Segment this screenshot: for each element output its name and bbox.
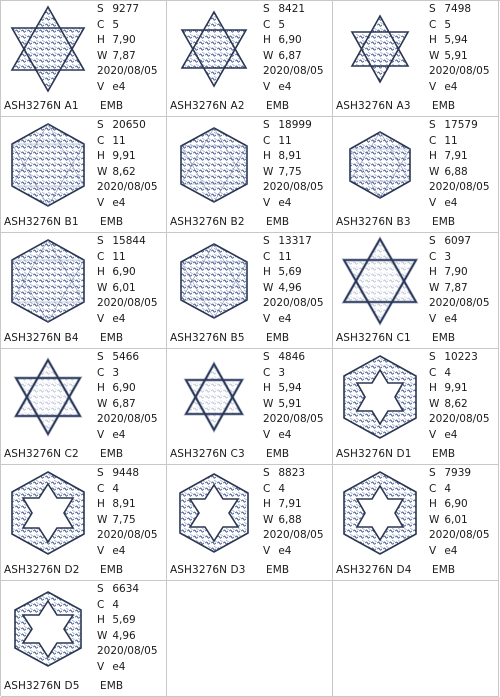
- design-version: e4: [112, 312, 126, 325]
- design-version: e4: [112, 80, 126, 93]
- design-properties: S 20650 C 11 H 9,91 W 8,62 2020/08/05 V e4: [97, 119, 158, 209]
- color-count: 11: [444, 134, 458, 147]
- design-version: e4: [444, 196, 458, 209]
- design-cell-d4[interactable]: [333, 465, 499, 581]
- hexagon-star-cutout-icon: [169, 468, 259, 558]
- empty-cell: [333, 581, 499, 697]
- design-properties: S 8421 C 5 H 6,90 W 6,87 2020/08/05 V e4: [263, 3, 324, 93]
- design-height: 6,90: [278, 34, 302, 47]
- file-format: EMB: [266, 216, 290, 228]
- design-height: 5,69: [278, 266, 302, 279]
- design-version: e4: [278, 428, 292, 441]
- design-cell-b2[interactable]: [167, 117, 333, 233]
- design-name: ASH3276N B5: [170, 332, 245, 344]
- design-date: 2020/08/05: [97, 297, 158, 310]
- design-date: 2020/08/05: [263, 413, 324, 426]
- design-name: ASH3276N D5: [4, 680, 80, 692]
- design-cell-c2[interactable]: [1, 349, 167, 465]
- color-count: 5: [278, 18, 286, 31]
- design-properties: S 10223 C 4 H 9,91 W 8,62 2020/08/05 V e4: [429, 351, 490, 441]
- design-name: ASH3276N B3: [336, 216, 411, 228]
- design-properties: S 17579 C 11 H 7,91 W 6,88 2020/08/05 V e4: [429, 119, 490, 209]
- color-count: 11: [112, 250, 126, 263]
- stitch-count: 15844: [112, 235, 146, 247]
- stitch-count: 7498: [444, 3, 472, 15]
- hexagon-icon: [335, 120, 425, 210]
- file-format: EMB: [432, 564, 456, 576]
- design-date: 2020/08/05: [97, 181, 158, 194]
- stitch-count: 17579: [444, 119, 478, 131]
- design-version: e4: [444, 428, 458, 441]
- star-icon: [335, 4, 425, 94]
- color-count: 3: [278, 366, 286, 379]
- design-version: e4: [112, 544, 126, 557]
- design-cell-b3[interactable]: [333, 117, 499, 233]
- design-date: 2020/08/05: [263, 65, 324, 78]
- stitch-count: 9277: [112, 3, 140, 15]
- stitch-count: 10223: [444, 351, 478, 363]
- design-properties: S 9277 C 5 H 7,90 W 7,87 2020/08/05 V e4: [97, 3, 158, 93]
- design-height: 6,90: [444, 498, 468, 511]
- design-properties: S 9448 C 4 H 8,91 W 7,75 2020/08/05 V e4: [97, 467, 158, 557]
- design-cell-c3[interactable]: [167, 349, 333, 465]
- design-name: ASH3276N A2: [170, 100, 245, 112]
- design-width: 6,88: [444, 165, 468, 178]
- design-date: 2020/08/05: [429, 529, 490, 542]
- design-name: ASH3276N C2: [4, 448, 79, 460]
- design-date: 2020/08/05: [429, 413, 490, 426]
- stitch-count: 8421: [278, 3, 306, 15]
- hexagon-star-cutout-icon: [335, 352, 425, 442]
- design-version: e4: [278, 312, 292, 325]
- file-format: EMB: [432, 448, 456, 460]
- file-format: EMB: [266, 100, 290, 112]
- design-name: ASH3276N D4: [336, 564, 412, 576]
- design-name: ASH3276N A1: [4, 100, 79, 112]
- design-height: 5,94: [444, 34, 468, 47]
- design-name: ASH3276N C1: [336, 332, 411, 344]
- design-width: 6,87: [112, 397, 136, 410]
- color-count: 5: [112, 18, 120, 31]
- file-format: EMB: [100, 216, 124, 228]
- design-version: e4: [444, 80, 458, 93]
- design-name: ASH3276N D3: [170, 564, 246, 576]
- color-count: 11: [278, 250, 292, 263]
- stitch-count: 8823: [278, 467, 306, 479]
- design-width: 7,87: [112, 49, 136, 62]
- color-count: 3: [112, 366, 120, 379]
- stitch-count: 7939: [444, 467, 472, 479]
- design-height: 9,91: [112, 150, 136, 163]
- design-date: 2020/08/05: [97, 645, 158, 658]
- stitch-count: 9448: [112, 467, 140, 479]
- color-count: 4: [278, 482, 286, 495]
- design-properties: S 18999 C 11 H 8,91 W 7,75 2020/08/05 V e4: [263, 119, 324, 209]
- design-date: 2020/08/05: [263, 529, 324, 542]
- design-height: 5,94: [278, 382, 302, 395]
- design-properties: S 13317 C 11 H 5,69 W 4,96 2020/08/05 V e4: [263, 235, 324, 325]
- color-count: 4: [112, 598, 120, 611]
- design-height: 9,91: [444, 382, 468, 395]
- hexagon-star-cutout-icon: [3, 584, 93, 674]
- file-format: EMB: [100, 680, 124, 692]
- design-properties: S 6634 C 4 H 5,69 W 4,96 2020/08/05 V e4: [97, 583, 158, 673]
- design-date: 2020/08/05: [263, 181, 324, 194]
- design-date: 2020/08/05: [97, 529, 158, 542]
- design-height: 7,90: [444, 266, 468, 279]
- design-date: 2020/08/05: [429, 297, 490, 310]
- design-date: 2020/08/05: [429, 65, 490, 78]
- file-format: EMB: [432, 332, 456, 344]
- design-name: ASH3276N B1: [4, 216, 79, 228]
- design-properties: S 7939 C 4 H 6,90 W 6,01 2020/08/05 V e4: [429, 467, 490, 557]
- design-version: e4: [112, 660, 126, 673]
- design-width: 8,62: [112, 165, 136, 178]
- design-cell-b1[interactable]: [1, 117, 167, 233]
- design-height: 6,90: [112, 382, 136, 395]
- color-count: 5: [444, 18, 452, 31]
- design-name: ASH3276N A3: [336, 100, 411, 112]
- file-format: EMB: [100, 100, 124, 112]
- design-version: e4: [444, 312, 458, 325]
- color-count: 11: [278, 134, 292, 147]
- design-cell-b4[interactable]: [1, 233, 167, 349]
- star-icon: [3, 4, 93, 94]
- design-height: 5,69: [112, 614, 136, 627]
- design-width: 7,75: [278, 165, 302, 178]
- design-width: 4,96: [278, 281, 302, 294]
- design-width: 7,75: [112, 513, 136, 526]
- design-width: 6,01: [112, 281, 136, 294]
- hexagon-icon: [169, 236, 259, 326]
- design-properties: S 7498 C 5 H 5,94 W 5,91 2020/08/05 V e4: [429, 3, 490, 93]
- design-name: ASH3276N B2: [170, 216, 245, 228]
- file-format: EMB: [266, 448, 290, 460]
- design-name: ASH3276N D2: [4, 564, 80, 576]
- design-cell-b5[interactable]: [167, 233, 333, 349]
- design-date: 2020/08/05: [97, 413, 158, 426]
- design-width: 5,91: [444, 49, 468, 62]
- design-version: e4: [278, 196, 292, 209]
- design-properties: S 4846 C 3 H 5,94 W 5,91 2020/08/05 V e4: [263, 351, 324, 441]
- stitch-count: 6634: [112, 583, 140, 595]
- file-format: EMB: [432, 216, 456, 228]
- file-format: EMB: [100, 332, 124, 344]
- design-name: ASH3276N C3: [170, 448, 245, 460]
- design-properties: S 5466 C 3 H 6,90 W 6,87 2020/08/05 V e4: [97, 351, 158, 441]
- stitch-count: 18999: [278, 119, 312, 131]
- file-format: EMB: [100, 448, 124, 460]
- design-height: 7,91: [444, 150, 468, 163]
- design-version: e4: [444, 544, 458, 557]
- star-outline-icon: [3, 352, 93, 442]
- design-height: 6,90: [112, 266, 136, 279]
- design-width: 5,91: [278, 397, 302, 410]
- design-name: ASH3276N B4: [4, 332, 79, 344]
- hexagon-star-cutout-icon: [3, 468, 93, 558]
- design-cell-c1[interactable]: [333, 233, 499, 349]
- design-date: 2020/08/05: [97, 65, 158, 78]
- design-properties: S 8823 C 4 H 7,91 W 6,88 2020/08/05 V e4: [263, 467, 324, 557]
- design-cell-d2[interactable]: [1, 465, 167, 581]
- design-cell-d3[interactable]: [167, 465, 333, 581]
- design-height: 7,91: [278, 498, 302, 511]
- design-date: 2020/08/05: [263, 297, 324, 310]
- color-count: 4: [112, 482, 120, 495]
- color-count: 11: [112, 134, 126, 147]
- design-cell-a3[interactable]: [333, 1, 499, 117]
- design-cell-d5[interactable]: [1, 581, 167, 697]
- design-cell-a2[interactable]: [167, 1, 333, 117]
- stitch-count: 20650: [112, 119, 146, 131]
- design-version: e4: [112, 428, 126, 441]
- hexagon-icon: [3, 120, 93, 210]
- design-version: e4: [278, 544, 292, 557]
- design-width: 6,88: [278, 513, 302, 526]
- design-width: 7,87: [444, 281, 468, 294]
- stitch-count: 6097: [444, 235, 472, 247]
- star-icon: [169, 4, 259, 94]
- design-version: e4: [112, 196, 126, 209]
- stitch-count: 4846: [278, 351, 306, 363]
- design-cell-d1[interactable]: [333, 349, 499, 465]
- stitch-count: 5466: [112, 351, 140, 363]
- design-properties: S 6097 C 3 H 7,90 W 7,87 2020/08/05 V e4: [429, 235, 490, 325]
- design-width: 6,87: [278, 49, 302, 62]
- hexagon-star-cutout-icon: [335, 468, 425, 558]
- color-count: 4: [444, 482, 452, 495]
- file-format: EMB: [266, 332, 290, 344]
- design-height: 7,90: [112, 34, 136, 47]
- hexagon-icon: [169, 120, 259, 210]
- design-height: 8,91: [278, 150, 302, 163]
- design-width: 8,62: [444, 397, 468, 410]
- star-outline-icon: [169, 352, 259, 442]
- design-width: 6,01: [444, 513, 468, 526]
- design-properties: S 15844 C 11 H 6,90 W 6,01 2020/08/05 V e4: [97, 235, 158, 325]
- design-height: 8,91: [112, 498, 136, 511]
- stitch-count: 13317: [278, 235, 312, 247]
- design-width: 4,96: [112, 629, 136, 642]
- design-date: 2020/08/05: [429, 181, 490, 194]
- design-name: ASH3276N D1: [336, 448, 412, 460]
- design-cell-a1[interactable]: [1, 1, 167, 117]
- design-version: e4: [278, 80, 292, 93]
- file-format: EMB: [266, 564, 290, 576]
- file-format: EMB: [100, 564, 124, 576]
- file-format: EMB: [432, 100, 456, 112]
- color-count: 3: [444, 250, 452, 263]
- empty-cell: [167, 581, 333, 697]
- color-count: 4: [444, 366, 452, 379]
- star-outline-icon: [335, 236, 425, 326]
- hexagon-icon: [3, 236, 93, 326]
